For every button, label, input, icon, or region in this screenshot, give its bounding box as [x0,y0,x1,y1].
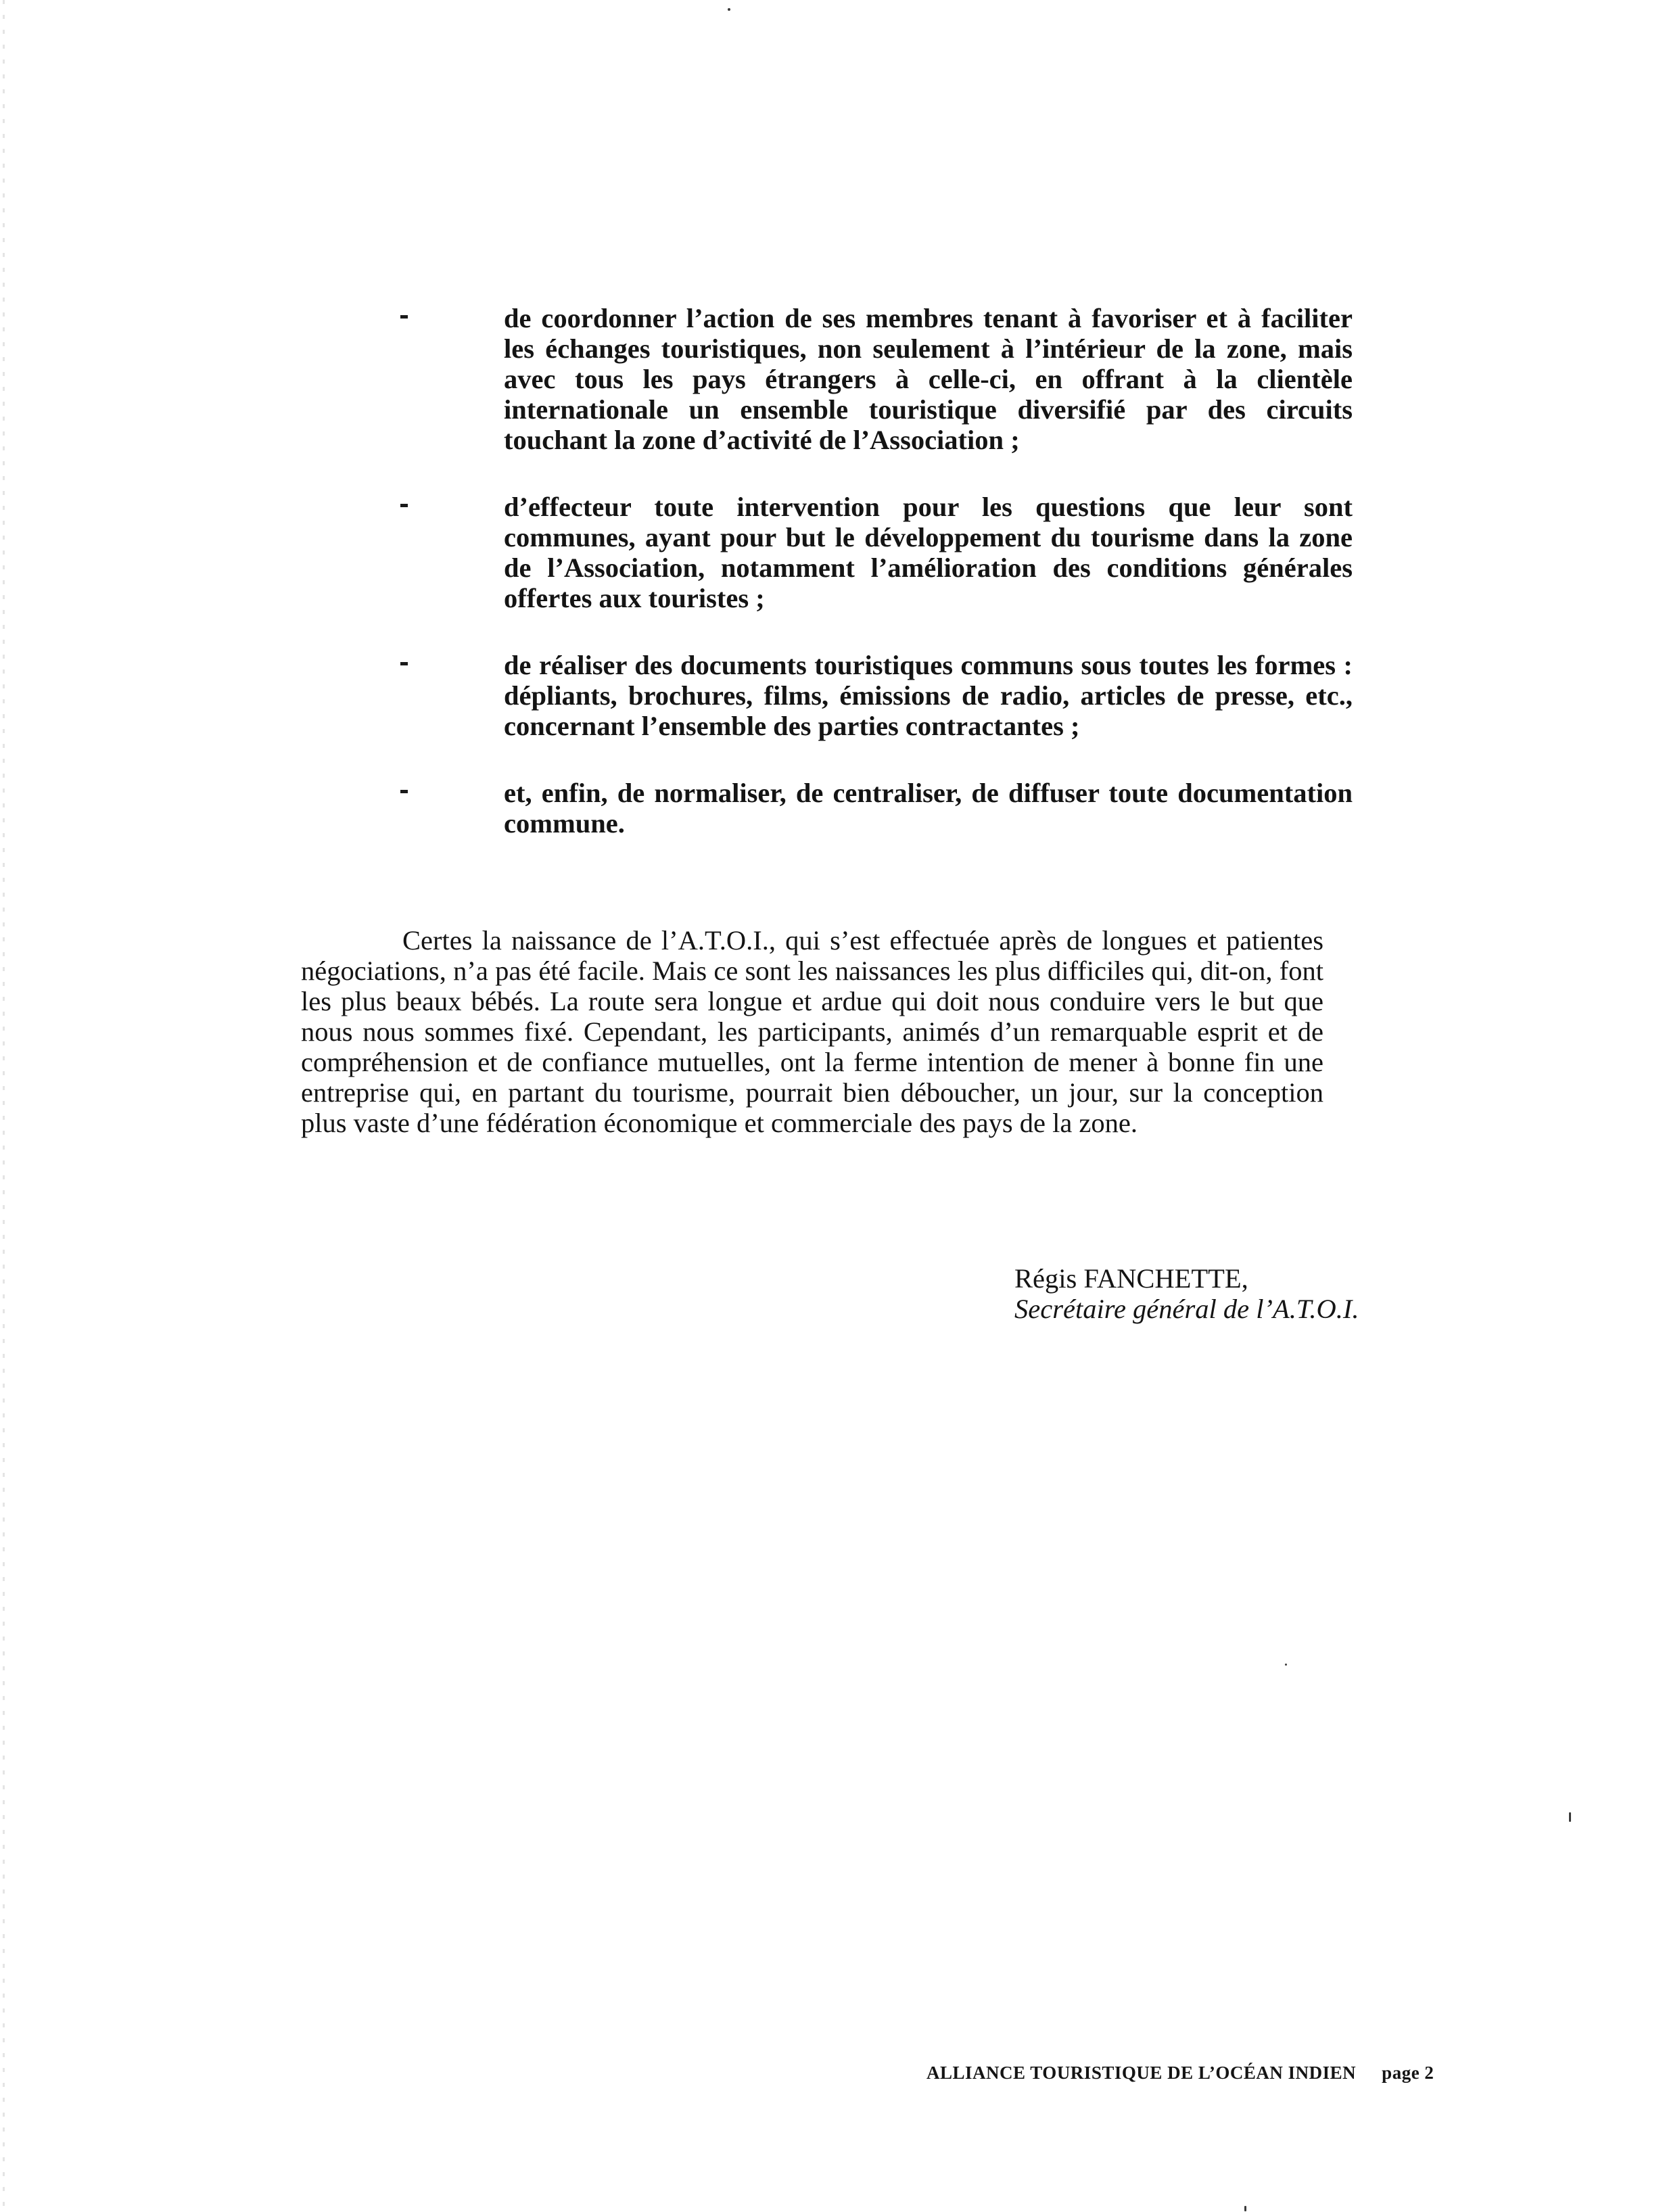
list-item [392,778,1353,839]
scan-edge-artifact [3,0,5,2212]
list-item-text: et, enfin, de normaliser, de centraliser, de diffuser toute documentation commune. [504,778,1353,839]
scan-speck [1569,1812,1571,1822]
list-item-text: de coordonner l’action de ses membres tenant à favoriser et à faciliter les échanges touristiques, non seulement à l’intérieur de la zone, mais avec tous les pays étrangers à celle-ci, en offrant à la clientèle internationale un ensemble touristique diversifié par des circuits touchant la zone d’activité de l’Association ; [504,303,1353,455]
scan-speck [728,8,730,11]
list-item-text: de réaliser des documents touristiques communs sous toutes les formes : dépliants, brochures, films, émissions de radio, articles de presse, etc., concernant l’ensemble des parties contractantes ; [504,650,1353,741]
signatory-title: Secrétaire général de l’A.T.O.I. [1014,1294,1359,1324]
list-item [392,492,1353,613]
dash-bullet-icon [400,790,408,793]
page-number: page 2 [1382,2063,1434,2083]
body-paragraph: Certes la naissance de l’A.T.O.I., qui s’est effectuée après de longues et patientes négociations, n’a pas été facile. Mais ce sont les naissances les plus difficiles qui, dit-on, font les plus beaux bébés. La route sera longue et ardue qui doit nous conduire vers le but que nous nous sommes fixé. Cependant, les participants, animés d’un remarquable esprit et de compréhension et de confiance mutuelles, ont la ferme intention de mener à bonne fin une entreprise qui, en partant du tourisme, pourrait bien déboucher, un jour, sur la conception plus vaste d’une fédération économique et commerciale des pays de la zone. [301,925,1323,1138]
scan-speck [1285,1664,1287,1666]
list-item-text: d’effecteur toute intervention pour les questions que leur sont communes, ayant pour but le développement du tourisme dans la zone de l’Association, notamment l’amélioration des conditions générales offertes aux touristes ; [504,492,1353,613]
signatory-name: Régis FANCHETTE, [1014,1263,1248,1294]
signature-block [1014,1263,1488,1324]
footer-organization: ALLIANCE TOURISTIQUE DE L’OCÉAN INDIEN [927,2063,1357,2083]
list-item [392,650,1353,741]
dash-bullet-icon [400,315,408,319]
list-item [392,303,1353,455]
dash-bullet-icon [400,662,408,665]
page-footer [927,2063,1440,2084]
scan-speck [1244,2206,1246,2211]
objectives-list [392,303,1353,875]
dash-bullet-icon [400,504,408,507]
